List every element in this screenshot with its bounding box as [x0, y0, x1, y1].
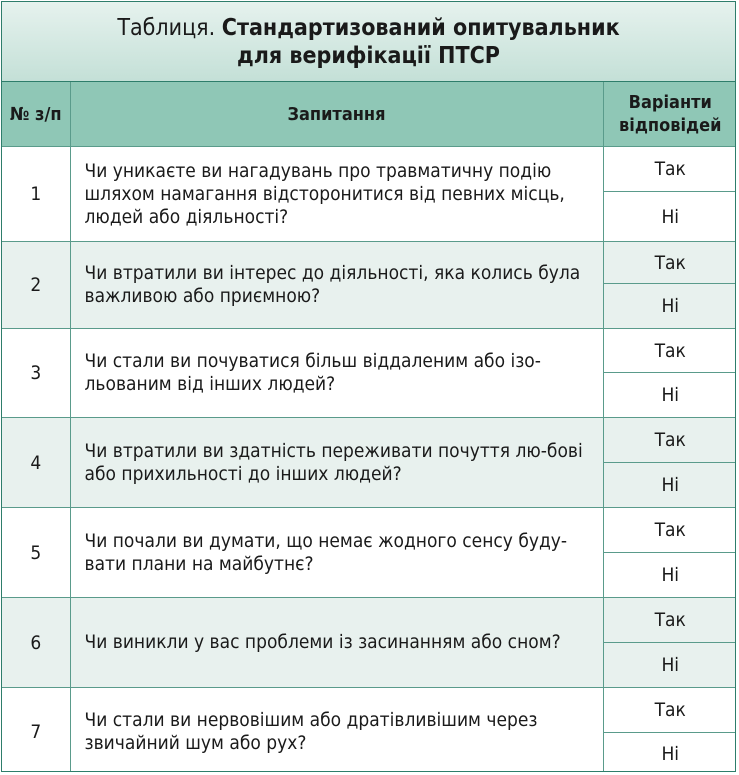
answer-yes: Так	[603, 329, 736, 373]
answer-no: Ні	[603, 192, 736, 242]
row-question: Чи уникаєте ви нагадувань про травматичну подію шляхом намагання відсторонитися від певних місць, людей або діяльності?	[70, 147, 603, 242]
row-question: Чи виникли у вас проблеми із засинанням або сном?	[70, 598, 603, 688]
table-row	[2, 688, 736, 733]
table-row	[2, 242, 736, 284]
row-question: Чи стали ви нервовішим або дратівливішим через звичайний шум або рух?	[70, 688, 603, 773]
row-number: 6	[2, 598, 70, 688]
row-number: 1	[2, 147, 70, 242]
questionnaire-table	[2, 82, 736, 772]
answer-yes: Так	[603, 242, 736, 284]
title-line-1	[117, 14, 619, 42]
header-question: Запитання	[70, 82, 603, 147]
table-row	[2, 418, 736, 463]
row-question: Чи втратили ви інтерес до діяльності, яка колись була важливою або приємною?	[70, 242, 603, 329]
header-row	[2, 82, 736, 147]
row-question: Чи стали ви почуватися більш віддаленим або ізо-льованим від інших людей?	[70, 329, 603, 418]
answer-yes: Так	[603, 147, 736, 192]
answer-no: Ні	[603, 463, 736, 508]
table-row	[2, 329, 736, 373]
answer-yes: Так	[603, 508, 736, 553]
row-number: 7	[2, 688, 70, 773]
answer-yes: Так	[603, 418, 736, 463]
answer-yes: Так	[603, 598, 736, 643]
title-main: Стандартизований опитувальник	[221, 14, 620, 41]
title-prefix: Таблиця.	[117, 14, 222, 41]
questionnaire-table-frame	[1, 1, 736, 772]
title-line-2: для верифікації ПТСР	[237, 42, 500, 69]
row-number: 2	[2, 242, 70, 329]
header-answers: Варіанти відповідей	[603, 82, 736, 147]
answer-no: Ні	[603, 733, 736, 773]
table-row	[2, 508, 736, 553]
table-row	[2, 598, 736, 643]
answer-no: Ні	[603, 553, 736, 598]
answer-no: Ні	[603, 373, 736, 418]
answer-no: Ні	[603, 284, 736, 329]
answer-yes: Так	[603, 688, 736, 733]
row-question: Чи почали ви думати, що немає жодного сенсу буду-вати плани на майбутнє?	[70, 508, 603, 598]
table-title	[2, 2, 735, 82]
row-number: 3	[2, 329, 70, 418]
row-question: Чи втратили ви здатність переживати почуття лю-бові або прихильності до інших людей?	[70, 418, 603, 508]
table-row	[2, 147, 736, 192]
row-number: 4	[2, 418, 70, 508]
answer-no: Ні	[603, 643, 736, 688]
row-number: 5	[2, 508, 70, 598]
header-num: № з/п	[2, 82, 70, 147]
